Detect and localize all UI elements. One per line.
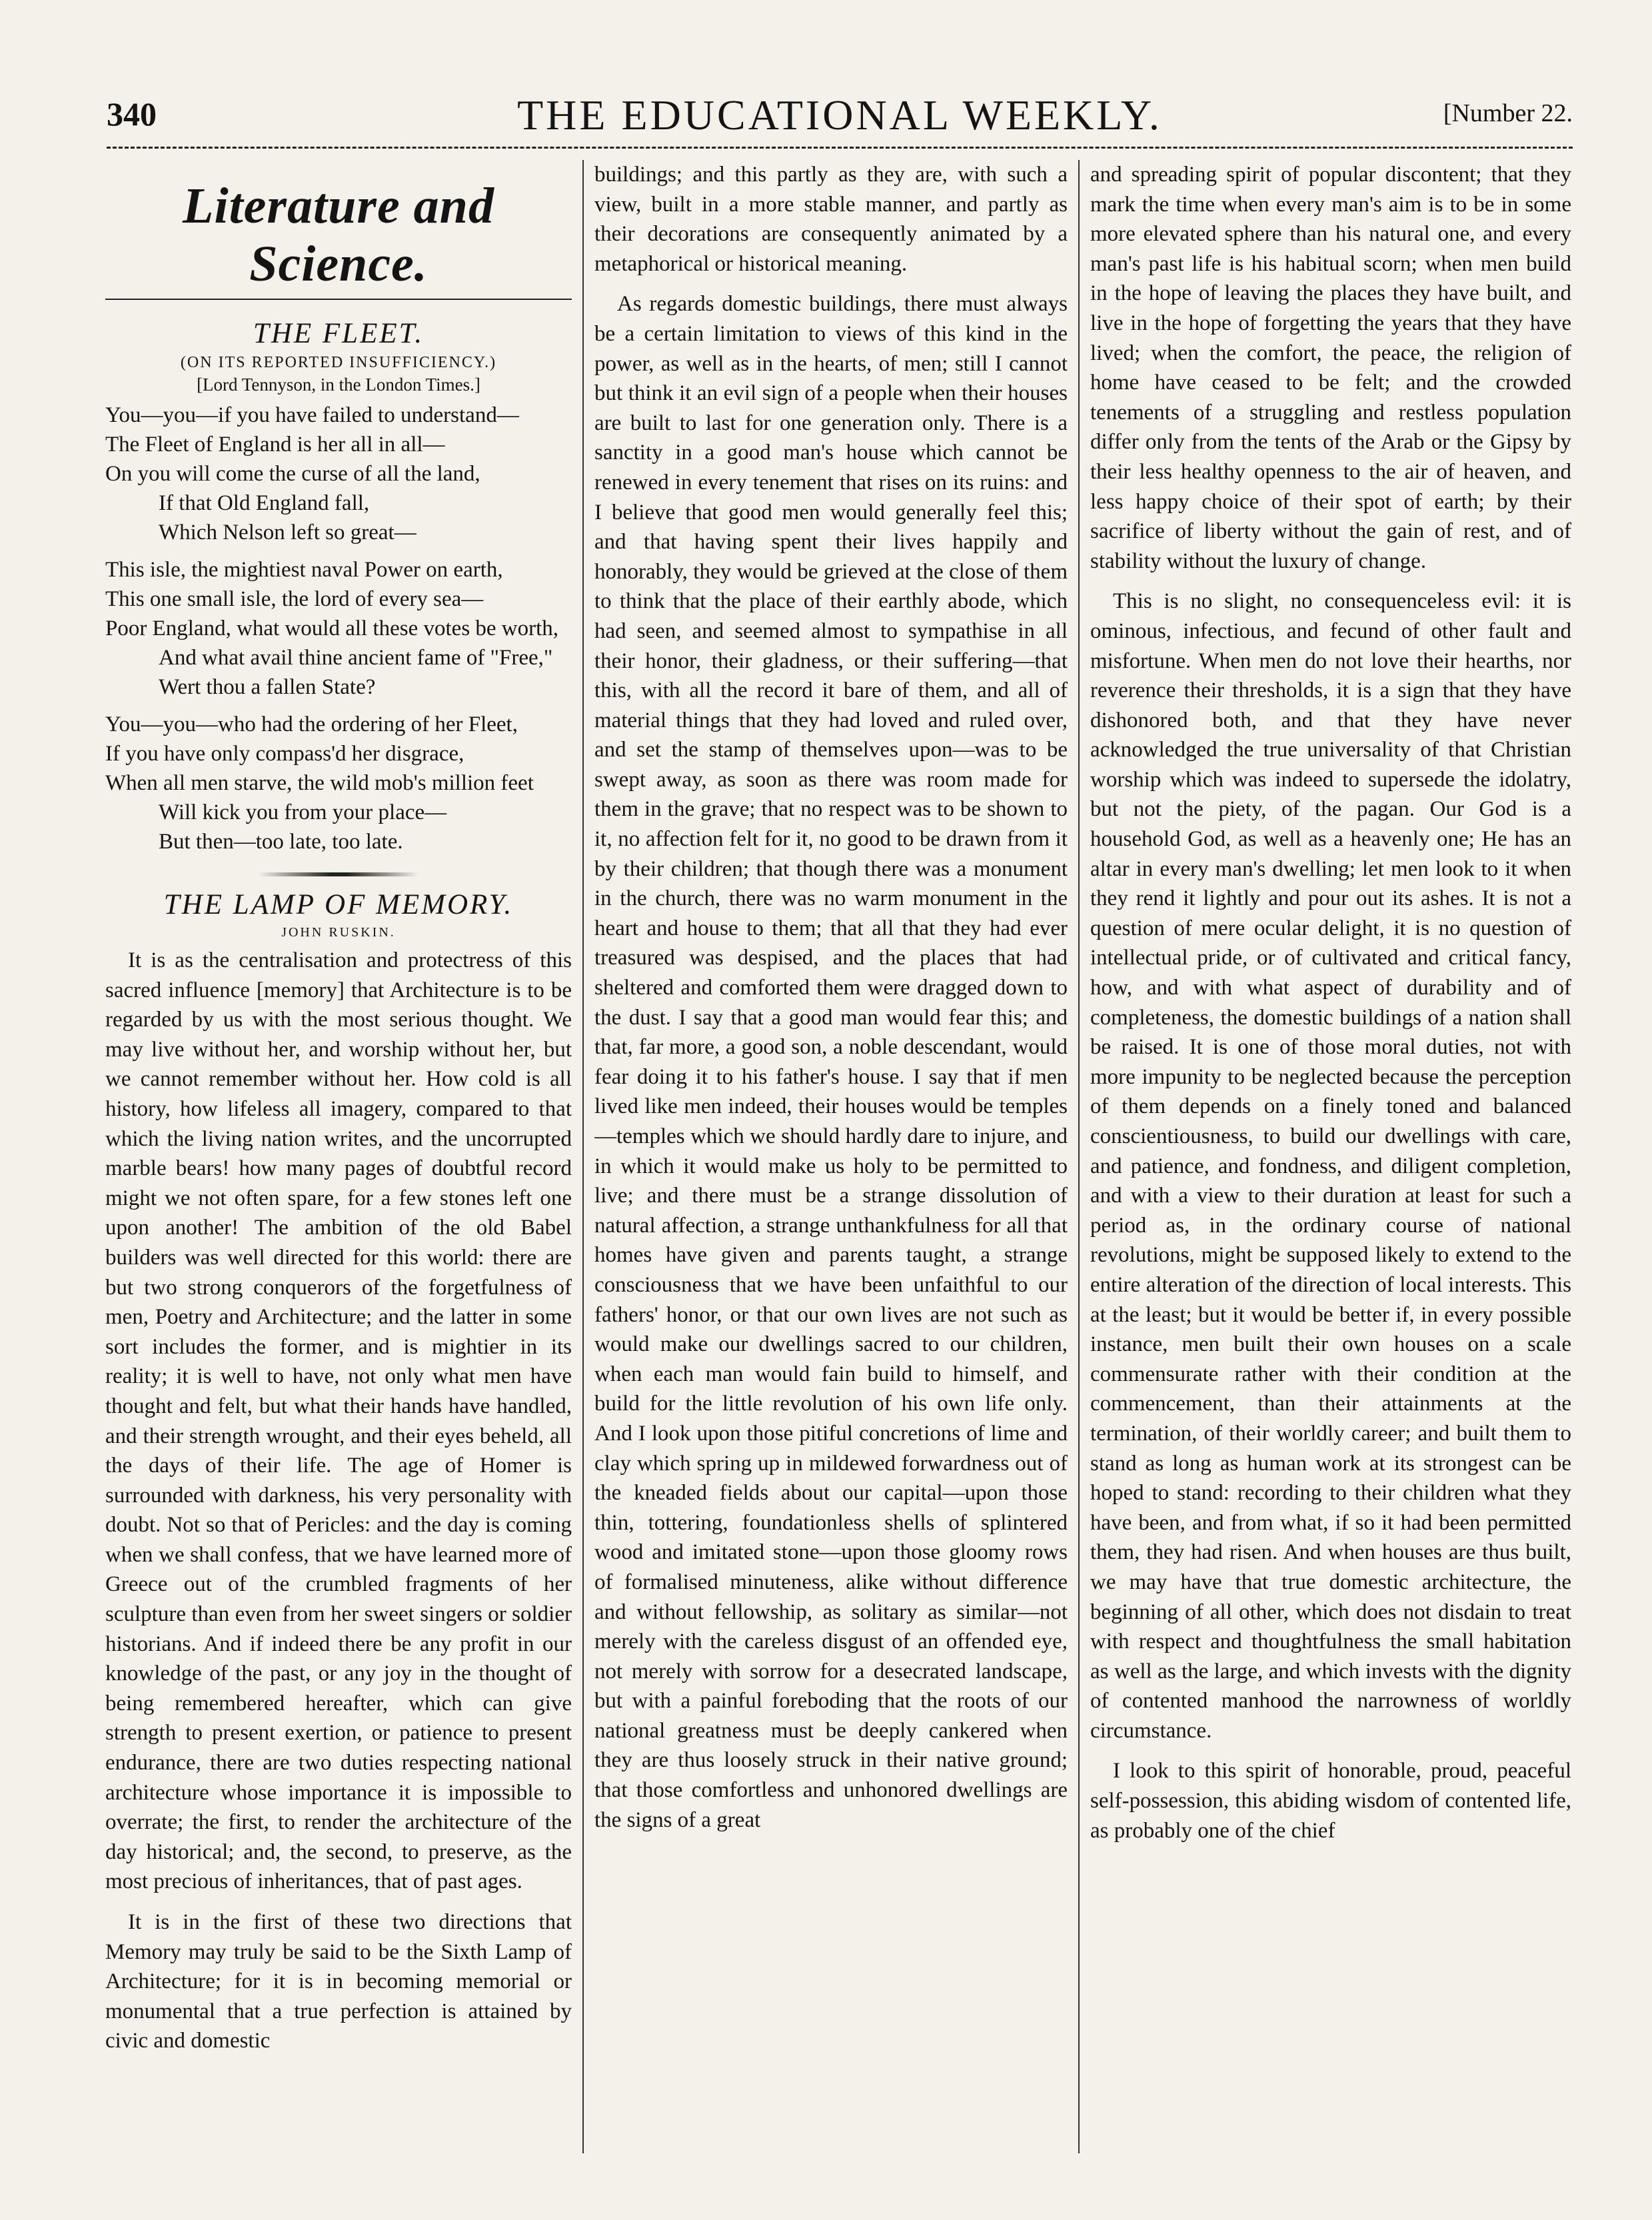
section-ornament	[259, 872, 418, 876]
publication-title: THE EDUCATIONAL WEEKLY.	[517, 91, 1162, 139]
essay-column-3-text	[1090, 160, 1571, 1845]
essay-column-2-text	[594, 160, 1068, 1835]
poem-line: When all men starve, the wild mob's million feet	[105, 771, 534, 795]
essay-paragraph: I look to this spirit of honorable, proud, peaceful self-possession, this abiding wisdom of contented life, as probably one of the chief	[1090, 1759, 1571, 1843]
header-rule	[107, 147, 1573, 149]
poem-body	[105, 401, 572, 856]
essay-paragraph: and spreading spirit of popular discontent; that they mark the time when every man's aim is to be in some more elevated sphere than his natural one, and every man's past life is his habitual scorn; when men build in the hope of leaving the places they have built, and live in the hope of forgetting the years that they have lived; when the comfort, the peace, the religion of home have ceased to be felt; and the crowded tenements of a struggling and restless population differ only from the tents of the Arab or the Gipsy by their less healthy openness to the air of heaven, and less happy choice of their spot of earth; by their sacrifice of liberty without the gain of rest, and of stability without the luxury of change.	[1090, 163, 1571, 573]
issue-number: [Number 22.	[1443, 99, 1573, 127]
poem-stanza	[105, 710, 572, 856]
column-divider	[1078, 160, 1080, 2153]
poem-line: This one small isle, the lord of every sea—	[105, 587, 484, 611]
page-header	[107, 91, 1573, 151]
column-2	[594, 160, 1068, 2160]
essay-column-1-text	[105, 946, 572, 2056]
essay-paragraph: buildings; and this partly as they are, with such a view, built in a more stable manner, and partly as their decorations are consequently animated by a metaphorical or historical meaning.	[594, 163, 1068, 276]
column-3	[1090, 160, 1571, 2160]
essay-author: JOHN RUSKIN.	[281, 925, 396, 940]
poem-stanza	[105, 555, 572, 702]
essay-paragraph: It is in the first of these two directions that Memory may truly be said to be the Sixth Lamp of Architecture; for it is in becoming memorial or monumental that a true perfection is attained by civic and domestic	[105, 1910, 572, 2053]
essay-paragraph: This is no slight, no consequenceless evil: it is ominous, infectious, and fecund of other fault and misfortune. When men do not love their hearths, nor reverence their thresholds, it is a sign that they have dishonored both, and that they have never acknowledged the true universality of that Christian worship which was indeed to supersede the idolatry, but not the piety, of the pagan. Our God is a household God, as well as a heavenly one; He has an altar in every man's dwelling; let men look to it when they rend it lightly and pour out its ashes. It is not a question of mere ocular delight, it is no question of intellectual pride, or of cultivated and critical fancy, how, and with what aspect of durability and of completeness, the domestic buildings of a nation shall be raised. It is one of those moral duties, not with more impunity to be neglected because the perception of them depends on a finely toned and balanced conscientiousness, to build our dwellings with care, and patience, and fondness, and diligent completion, and with a view to their duration at least for such a period as, in the ordinary course of national revolutions, might be supposed likely to extend to the entire alteration of the direction of local interests. This at the least; but it would be better if, in every possible instance, men built their own houses on a scale commensurate rather with their condition at the commencement, than their attainments at the termination, of their worldly career; and built them to stand as long as human work at its strongest can be hoped to stand: recording to their children what they have been, and from what, if so it had been permitted them, they had risen. And when houses are thus built, we may have that true domestic architecture, the beginning of all other, which does not disdain to treat with respect and thoughtfulness the small habitation as well as the large, and which invests with the dignity of contented manhood the narrowness of worldly circumstance.	[1090, 589, 1571, 1743]
poem-line: Which Nelson left so great—	[159, 521, 416, 545]
poem-line: But then—too late, too late.	[159, 830, 403, 854]
poem-credit: [Lord Tennyson, in the London Times.]	[197, 375, 480, 395]
poem-subtitle: (ON ITS REPORTED INSUFFICIENCY.)	[180, 354, 497, 371]
essay-paragraph: It is as the centralisation and protectress of this sacred influence [memory] that Architecture is to be regarded by us with the most serious thought. We may live without her, and worship without her, but we cannot remember without her. How cold is all history, how lifeless all imagery, compared to that which the living nation writes, and the uncorrupted marble bears! how many pages of doubtful record might we not often spare, for a few stones left one upon another! The ambition of the old Babel builders was well directed for this world: there are but two strong conquerors of the forgetfulness of men, Poetry and Architecture; and the latter in some sort includes the former, and is mightier in its reality; it is well to have, not only what men have thought and felt, but what their hands have handled, and their strength wrought, and their eyes beheld, all the days of their life. The age of Homer is surrounded with darkness, his very personality with doubt. Not so that of Pericles: and the day is coming when we shall confess, that we have learned more of Greece out of the crumbled fragments of her sculpture than even from her sweet singers or soldier historians. And if indeed there be any profit in our knowledge of the past, or any joy in the thought of being remembered hereafter, which can give strength to present exertion, or patience to present endurance, there are two duties respecting national architecture whose importance it is impossible to overrate; the first, to render the architecture of the day historical; and, the second, to preserve, as the most precious of inheritances, that of past ages.	[105, 948, 572, 1894]
column-divider	[582, 160, 584, 2153]
essay-title: THE LAMP OF MEMORY.	[163, 889, 514, 920]
column-1	[105, 160, 572, 2160]
poem-line: And what avail thine ancient fame of "Free,"	[159, 646, 553, 670]
poem-line: On you will come the curse of all the land,	[105, 462, 480, 486]
poem-line: Wert thou a fallen State?	[159, 675, 376, 699]
poem-line: You—you—if you have failed to understand—	[105, 403, 519, 427]
poem-line: The Fleet of England is her all in all—	[105, 433, 445, 457]
poem-line: You—you—who had the ordering of her Fleet,	[105, 712, 518, 736]
section-heading: Literature and Science.	[183, 178, 494, 292]
poem-line: If you have only compass'd her disgrace,	[105, 742, 464, 766]
poem-line: Will kick you from your place—	[159, 800, 447, 824]
section-rule	[105, 299, 572, 300]
page-number: 340	[107, 95, 157, 133]
poem-stanza	[105, 401, 572, 547]
essay-paragraph: As regards domestic buildings, there must always be a certain limitation to views of this kind in the power, as well as in the hearts, of men; still I cannot but think it an evil sign of a people when their houses are built to last for one generation only. There is a sanctity in a good man's house which cannot be renewed in every tenement that rises on its ruins: and I believe that good men would generally feel this; and that having spent their lives happily and honorably, they would be grieved at the close of them to think that the place of their earthly abode, which had seen, and seemed almost to sympathise in all their honor, their gladness, or their suffering—that this, with all the record it bare of them, and all of material things that they had loved and ruled over, and set the stamp of themselves upon—was to be swept away, as soon as there was room made for them in the grave; that no respect was to be shown to it, no affection felt for it, no good to be drawn from it by their children; that though there was a monument in the church, there was no warm monument in the heart and house to them; that all that they had ever treasured was despised, and the places that had sheltered and comforted them were dragged down to the dust. I say that a good man would fear this; and that, far more, a good son, a noble descendant, would fear doing it to his father's house. I say that if men lived like men indeed, their houses would be temples—temples which we should hardly dare to injure, and in which it would make us holy to be permitted to live; and there must be a strange dissolution of natural affection, a strange unthankfulness for all that homes have given and parents taught, a strange consciousness that we have been unfaithful to our fathers' honor, or that our own lives are not such as would make our dwellings sacred to our children, when each man would fain build to himself, and build for the little revolution of his own life only. And I look upon those pitiful concretions of lime and clay which spring up in mildewed forwardness out of the kneaded fields about our capital—upon those thin, tottering, foundationless shells of splintered wood and imitated stone—upon those gloomy rows of formalised minuteness, alike without difference and without fellowship, as solitary as similar—not merely with the careless disgust of an offended eye, not merely with sorrow for a desecrated landscape, but with a painful foreboding that the roots of our national greatness must be deeply cankered when they are thus loosely struck in their native ground; that those comfortless and unhonored dwellings are the signs of a great	[594, 292, 1068, 1832]
poem-line: If that Old England fall,	[159, 491, 370, 515]
poem-line: This isle, the mightiest naval Power on earth,	[105, 558, 503, 582]
poem-line: Poor England, what would all these votes be worth,	[105, 616, 559, 640]
poem-title: THE FLEET.	[253, 318, 424, 349]
